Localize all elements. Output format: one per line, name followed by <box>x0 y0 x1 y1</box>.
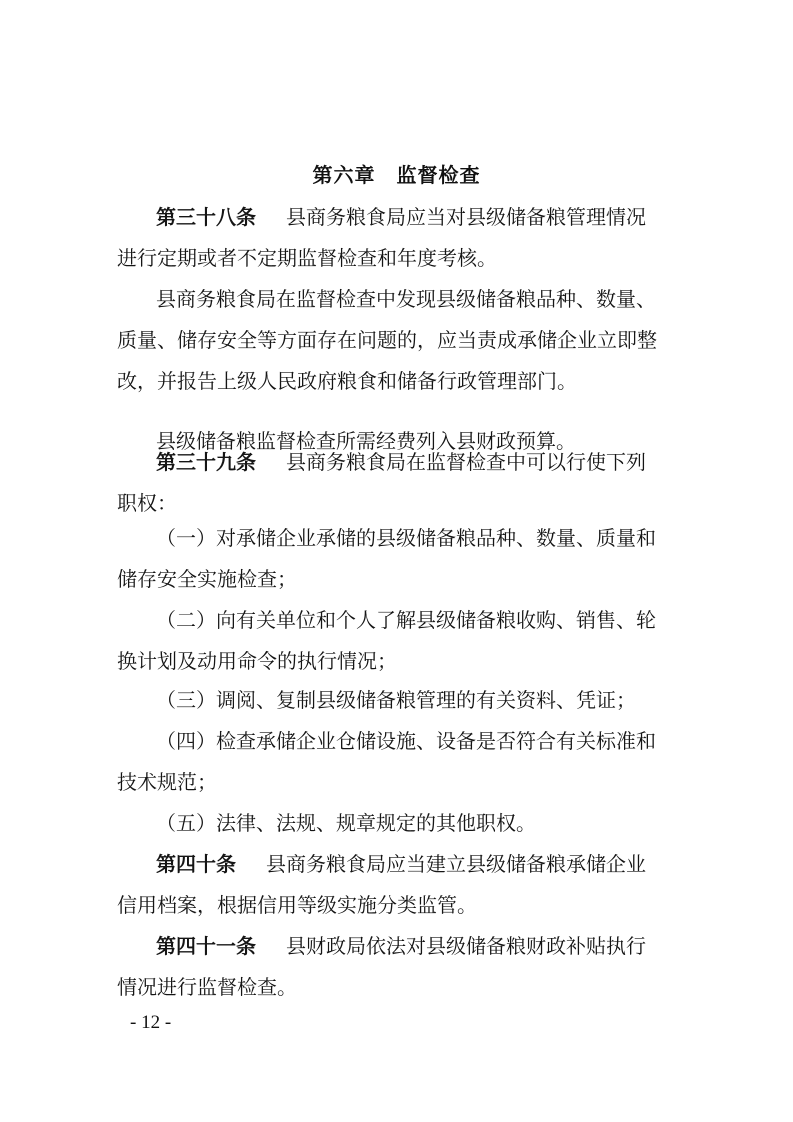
item-4-line-2: 技术规范； <box>117 770 217 794</box>
item-2-line-2: 换计划及动用命令的执行情况； <box>117 649 397 673</box>
article-40-line-1 <box>156 850 646 878</box>
article-41-line-2: 情况进行监督检查。 <box>117 975 297 999</box>
article-39-label: 第三十九条 <box>156 450 256 474</box>
article-38-label: 第三十八条 <box>156 205 256 229</box>
para-38-2-line-1: 县商务粮食局在监督检查中发现县级储备粮品种、数量、 <box>156 287 656 311</box>
item-1-line-1: （一）对承储企业承储的县级储备粮品种、数量、质量和 <box>156 526 656 550</box>
article-38-line-2: 进行定期或者不定期监督检查和年度考核。 <box>117 246 497 270</box>
article-38-text: 县商务粮食局应当对县级储备粮管理情况 <box>286 205 646 229</box>
article-39-text: 县商务粮食局在监督检查中可以行使下列 <box>286 450 646 474</box>
item-3-line-1: （三）调阅、复制县级储备粮管理的有关资料、凭证； <box>156 688 636 712</box>
para-38-2-line-2: 质量、储存安全等方面存在问题的，应当责成承储企业立即整 <box>117 328 657 352</box>
item-2-line-1: （二）向有关单位和个人了解县级储备粮收购、销售、轮 <box>156 608 656 632</box>
chapter-title: 第六章 监督检查 <box>312 163 481 187</box>
article-40-label: 第四十条 <box>156 852 236 876</box>
article-39-line-2: 职权： <box>117 491 177 515</box>
article-41-text: 县财政局依法对县级储备粮财政补贴执行 <box>286 934 646 958</box>
article-41-line-1 <box>156 932 646 960</box>
article-38-line-1 <box>156 203 646 231</box>
article-41-label: 第四十一条 <box>156 934 256 958</box>
para-38-3-line-1: 县级储备粮监督检查所需经费列入县财政预算。 <box>156 429 576 453</box>
article-40-text: 县商务粮食局应当建立县级储备粮承储企业 <box>266 852 646 876</box>
page-number: - 12 - <box>130 1012 172 1033</box>
article-39-line-1 <box>156 448 646 476</box>
article-40-line-2: 信用档案，根据信用等级实施分类监管。 <box>117 893 477 917</box>
item-4-line-1: （四）检查承储企业仓储设施、设备是否符合有关标准和 <box>156 729 656 753</box>
item-1-line-2: 储存安全实施检查； <box>117 567 297 591</box>
para-38-2-line-3: 改，并报告上级人民政府粮食和储备行政管理部门。 <box>117 369 577 393</box>
item-5-line-1: （五）法律、法规、规章规定的其他职权。 <box>156 811 536 835</box>
